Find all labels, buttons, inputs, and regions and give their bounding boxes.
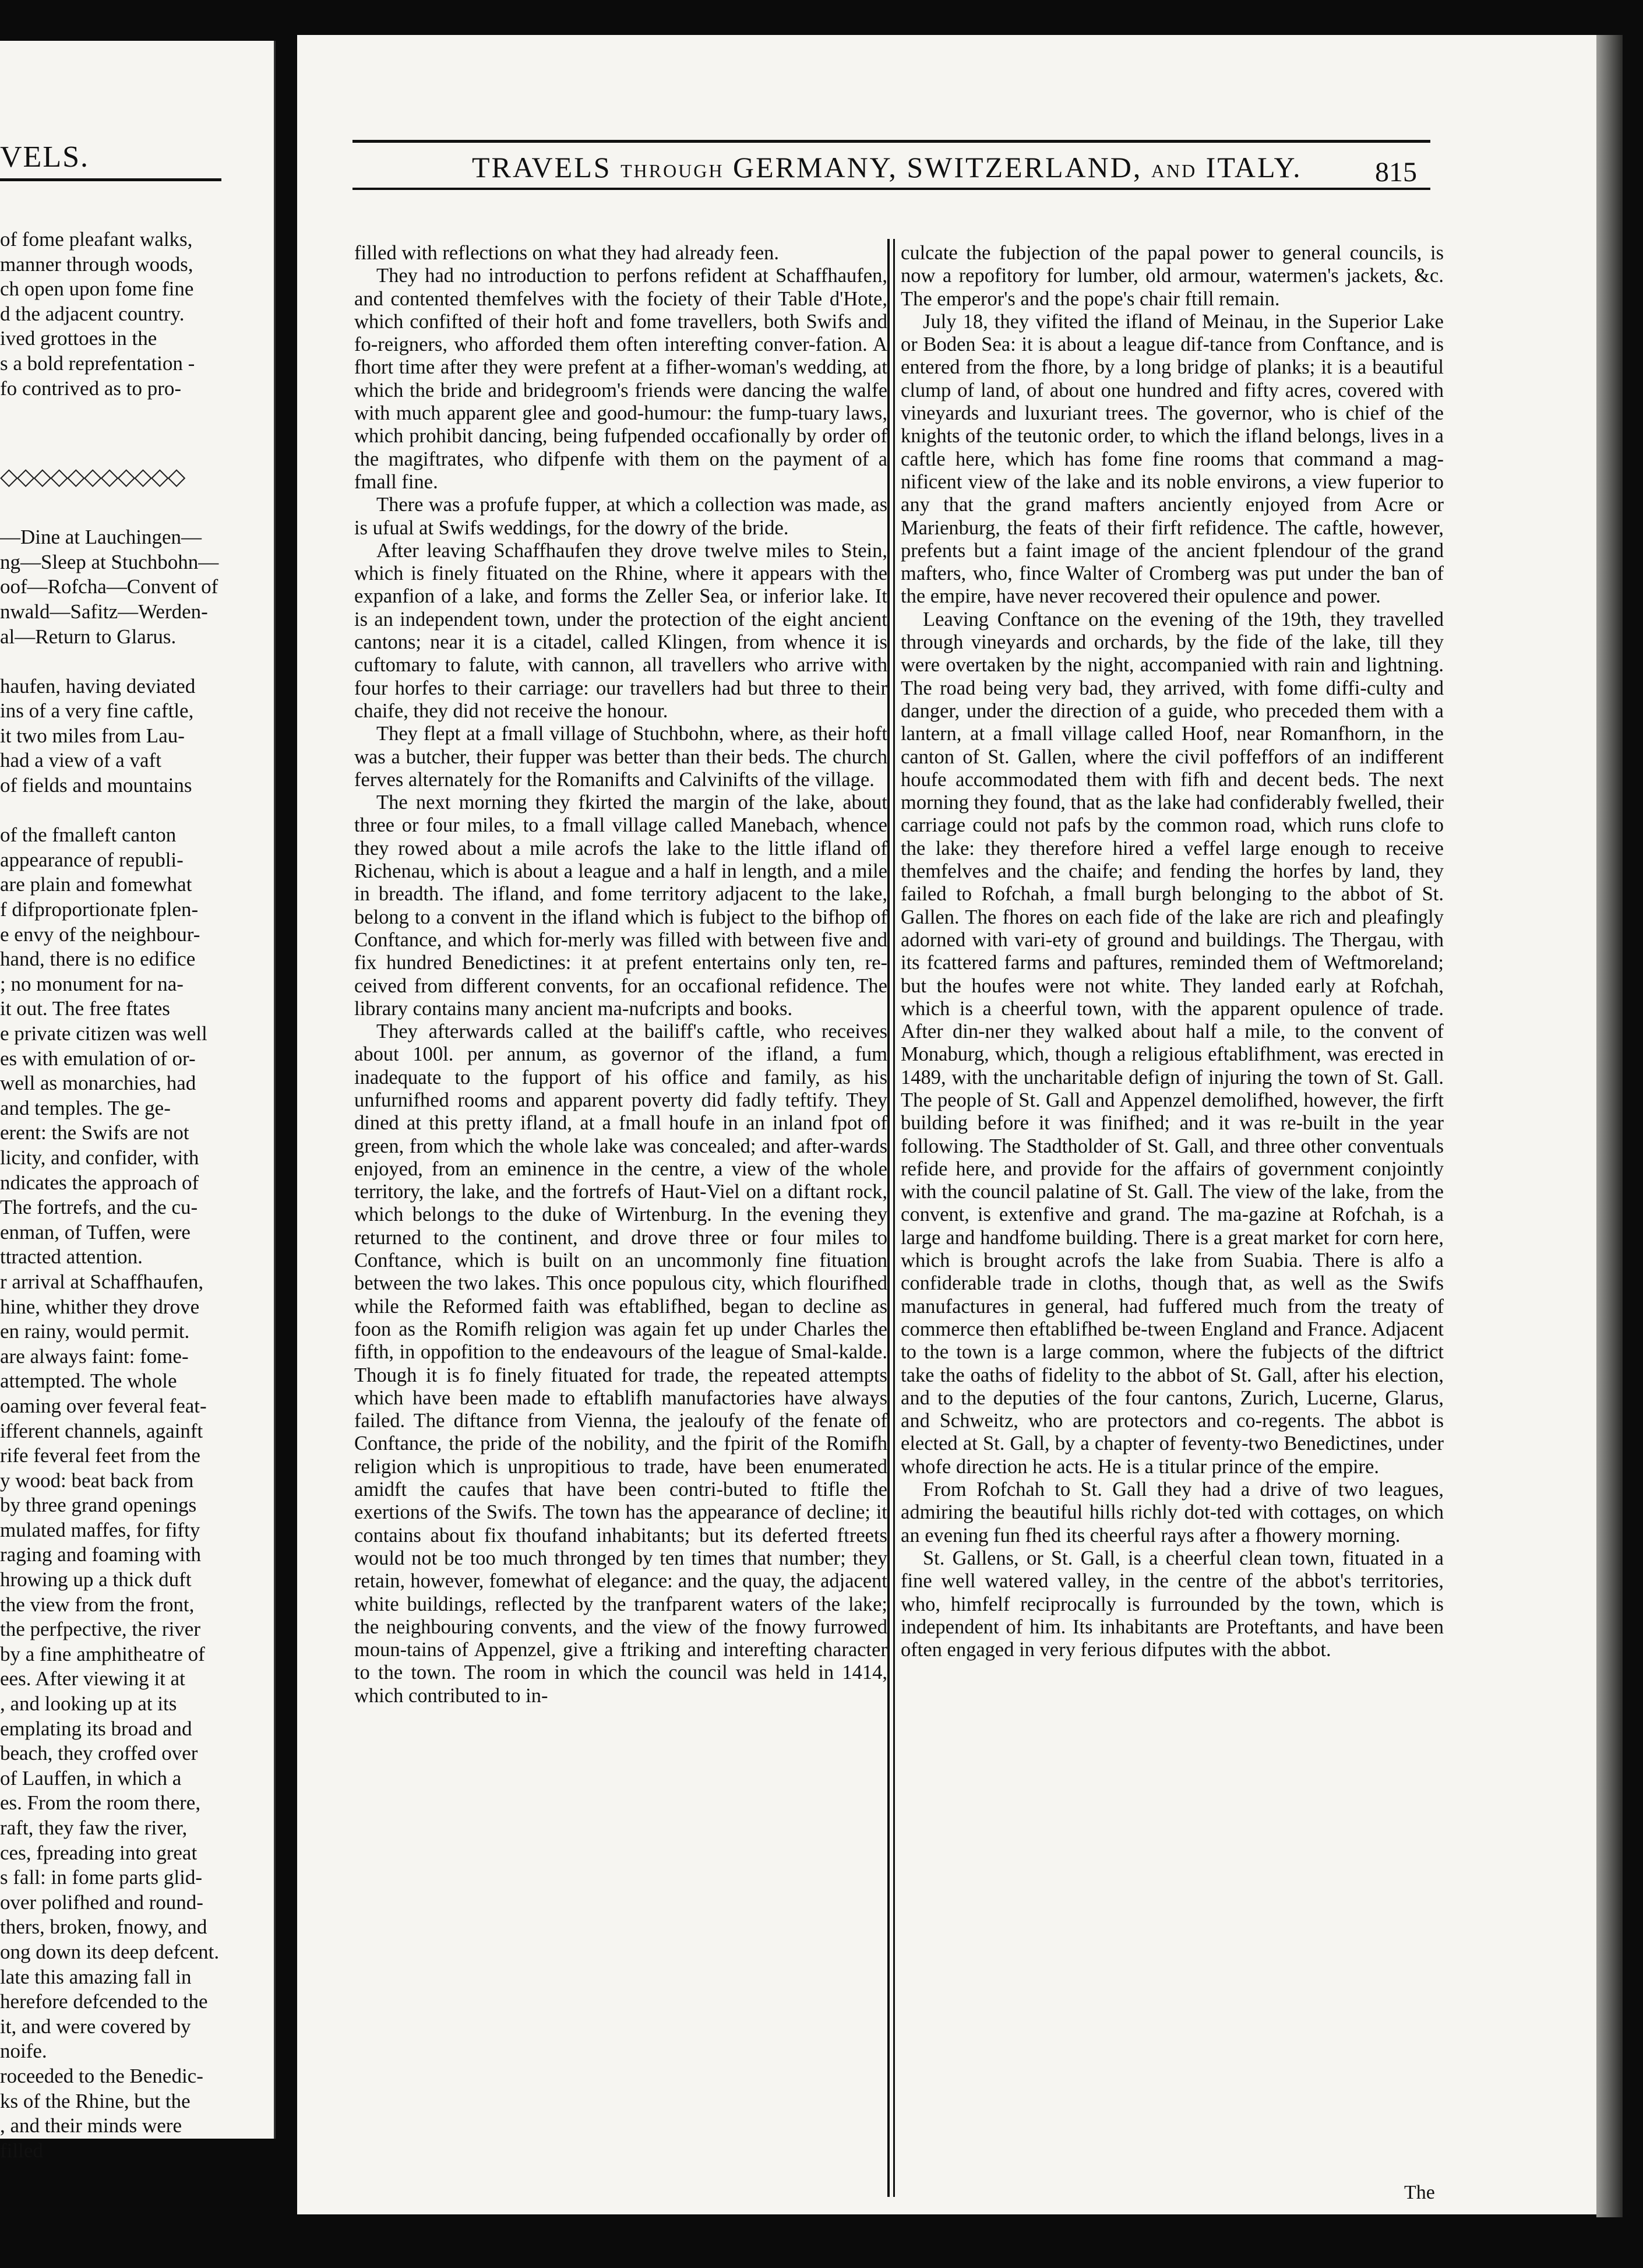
- left-text-line: s a bold reprefentation -: [0, 351, 195, 375]
- running-title-small: THROUGH: [620, 160, 724, 181]
- left-text-line: [0, 501, 233, 526]
- left-text-line: had a view of a vaft: [0, 749, 161, 772]
- book-page-edge: [1596, 35, 1623, 2217]
- left-page-text: [0, 227, 233, 2163]
- left-text-line: oaming over feveral feat-: [0, 1394, 207, 1417]
- left-text-line: noife.: [0, 2040, 47, 2063]
- left-text-line: d the adjacent country.: [0, 302, 185, 325]
- paragraph: July 18, they vifited the ifland of Meinau, in the Superior Lake or Boden Sea: it is about a league dif-tance from Conftance, and is entered from the fhore, by a long bridge of planks; it is a beautiful clump of land, of about one hundred and fifty acres, covered with vineyards and luxuriant trees. The governor, who is chief of the knights of the teutonic order, to which the ifland belongs, lives in a caftle here, which has fome fine rooms that command a mag-nificent view of the lake and its noble environs, a view fuperior to any that the grand mafters anciently enjoyed from Acre or Marienburg, the feats of their firft refidence. The caftle, however, prefents but a faint image of the ancient fplendour of the grand mafters, who, fince Walter of Cromberg was put under the ban of the empire, have never recovered their opulence and power.: [901, 310, 1444, 608]
- left-page: [0, 41, 276, 2162]
- left-text-line: it two miles from Lau-: [0, 724, 185, 747]
- left-text-line: ndicates the approach of: [0, 1171, 199, 1194]
- text-column-left: [354, 242, 887, 1707]
- left-text-line: enman, of Tuffen, were: [0, 1220, 191, 1244]
- left-text-line: ttracted attention.: [0, 1245, 143, 1269]
- running-title-part: ITALY.: [1197, 151, 1302, 184]
- left-text-line: ng—Sleep at Stuchbohn—: [0, 550, 219, 573]
- left-text-line: of fome pleafant walks,: [0, 228, 193, 251]
- paragraph: They afterwards called at the bailiff's caftle, who receives about 100l. per annum, as governor of the ifland, a fum inadequate to the fupport of his office and family, as his unfurnifhed rooms and apparent poverty did fadly teftify. They dined at this pretty ifland, at a fmall houfe in an inland fpot of green, from which the whole lake was concealed; and after-wards enjoyed, from an eminence in the centre, a view of the whole territory, the lake, and the fortrefs of Haut-Viel on a diftant rock, which belongs to the duke of Wirtenburg. In the evening they returned to the continent, and drove three or four miles to Conftance, which is built on an uncommonly fine fituation between the two lakes. This once populous city, which flourifhed while the Reformed faith was eftablifhed, began to decline as foon as the Romifh religion was again fet up under Charles the fifth, in oppofition to the endeavours of the league of Smal-kalde. Though it is fo finely fituated for trade, the repeated attempts which have been made to eftablifh manufactories have always failed. The diftance from Vienna, the jealoufy of the fenate of Conftance, the pride of the nobility, and the fpirit of the Romifh religion which is unpropitious to trade, have been enumerated amidft the caufes that have been contri-buted to ftifle the exertions of the Swifs. The town has the appearance of decline; it contains about fix thoufand inhabitants; but its deferted ftreets would not be too much thronged by ten times that number; they retain, however, fomewhat of elegance: and the quay, the adjacent white buildings, reflected by the tranfparent waters of the lake; the neighbouring convents, and the view of the fnowy furrowed moun-tains of Appenzel, give a ftriking and interefting character to the town. The room in which the council was held in 1414, which contributed to in-: [354, 1020, 887, 1707]
- left-text-line: es. From the room there,: [0, 1791, 201, 1815]
- left-text-line: [0, 649, 233, 674]
- left-text-line: ; no monument for na-: [0, 972, 184, 995]
- left-text-line: beach, they croffed over: [0, 1742, 198, 1765]
- left-text-line: hand, there is no edifice: [0, 948, 196, 971]
- paragraph: Leaving Conftance on the evening of the 19th, they travelled through vineyards and orchards, by the fide of the lake, till they were overtaken by the night, accompanied with rain and lightning. The road being very bad, they arrived, with fome diffi-culty and danger, under the direction of a guide, who preceded them with a lantern, at a fmall village called Hoof, near Romanfhorn, in the canton of St. Gallen, where the civil poffeffors of an indifferent houfe accommodated them with fifh and decent beds. The next morning they found, that as the lake had confiderably fwelled, their carriage could not pafs by the common road, which runs clofe to the lake: they therefore hired a veffel large enough to receive themfelves and the chaife; and fending the horfes by land, they failed to Rofchah, a fmall burgh belonging to the abbot of St. Gallen. The fhores on each fide of the lake are rich and pleafingly adorned with vari-ety of ground and buildings. The Thergau, with its fcattered farms and paftures, reminded them of Weftmoreland; but the houfes were not white. They landed early at Rofchah, which is a cheerful town, with the apparent opulence of trade. After din-ner they walked about half a mile, to the convent of Monaburg, which, though a religious eftablifhment, was erected in 1489, with the uncharitable defign of injuring the town of St. Gall. The people of St. Gall and Appenzel demolifhed, however, the firft building before it was finifhed; and it was re-built in the year following. The Stadtholder of St. Gall, and three other conventuals refide here, and provide for the affairs of government conjointly with the council palatine of St. Gall. The view of the lake, from the convent, is extenfive and grand. The ma-gazine at Rofchah, is a large and handfome building. There is a great market for corn here, which is brought acrofs the lake from Suabia. There is alfo a confiderable trade in cloths, though that, as well as the Swifs manufactures in general, had fuffered much from the treaty of commerce then eftablifhed be-tween England and France. Adjacent to the town is a large common, where the fubjects of the diftrict take the oaths of fidelity to the abbot of St. Gall, after his election, and to the deputies of the four cantons, Zurich, Lucerne, Glarus, and Schweitz, who are protectors and co-regents. The abbot is elected at St. Gall, by a chapter of feventy-two Benedictines, under whofe direction he acts. He is a titular prince of the empire.: [901, 608, 1444, 1478]
- left-header-rule: [0, 178, 221, 181]
- catchword: The: [1404, 2182, 1435, 2203]
- column-divider: [887, 239, 890, 2197]
- left-text-line: [0, 401, 233, 426]
- right-page: [297, 35, 1596, 2214]
- left-text-line: the view from the front,: [0, 1593, 195, 1616]
- left-text-line: en rainy, would permit.: [0, 1320, 190, 1343]
- left-text-line: [0, 426, 233, 451]
- left-text-line: ifferent channels, againft: [0, 1419, 203, 1442]
- left-text-line: raging and foaming with: [0, 1543, 202, 1566]
- left-text-line: ins of a very fine caftle,: [0, 699, 194, 723]
- left-text-line: rife feveral feet from the: [0, 1444, 200, 1467]
- left-text-line: erent: the Swifs are not: [0, 1121, 189, 1144]
- left-text-line: manner through woods,: [0, 252, 193, 276]
- left-text-line: nwald—Safitz—Werden-: [0, 600, 208, 623]
- left-text-line: , and their minds were: [0, 2114, 182, 2137]
- left-text-line: e private citizen was well: [0, 1022, 207, 1045]
- left-text-line: and temples. The ge-: [0, 1096, 171, 1119]
- left-text-line: hine, whither they drove: [0, 1295, 200, 1318]
- text-column-right: [901, 242, 1444, 1661]
- left-text-line: haufen, having deviated: [0, 674, 196, 698]
- left-text-line: r arrival at Schaffhaufen,: [0, 1270, 204, 1293]
- left-text-line: it, and were covered by: [0, 2015, 191, 2038]
- running-title: [472, 150, 1302, 184]
- left-text-line: it out. The free ftates: [0, 997, 170, 1020]
- left-text-line: [0, 798, 233, 823]
- left-text-line: mulated maffes, for fifty: [0, 1518, 200, 1541]
- left-text-line: thers, broken, fnowy, and: [0, 1915, 207, 1939]
- left-text-line: by three grand openings: [0, 1494, 197, 1517]
- left-text-line: appearance of republi-: [0, 848, 184, 871]
- left-text-line: emplating its broad and: [0, 1717, 192, 1740]
- left-text-line: es with emulation of or-: [0, 1047, 196, 1070]
- left-text-line: raft, they faw the river,: [0, 1816, 188, 1839]
- paragraph: filled with reflections on what they had already feen.: [354, 242, 780, 264]
- running-title-part: TRAVELS: [472, 151, 621, 184]
- left-text-line: ces, fpreading into great: [0, 1841, 198, 1864]
- left-text-line: ees. After viewing it at: [0, 1667, 185, 1691]
- left-text-line: attempted. The whole: [0, 1369, 177, 1393]
- left-text-line: oof—Rofcha—Convent of: [0, 575, 218, 598]
- paragraph: The next morning they fkirted the margin of the lake, about three or four miles, to a fmall village called Manebach, whence they rowed about a mile acrofs the lake to the little ifland of Richenau, which is about a league and a half in length, and a mile in breadth. The ifland, and fome territory adjacent to the lake, belong to a convent in the ifland which is fubject to the bifhop of Conftance, and which for-merly was filled with between five and fix hundred Benedictines: it at prefent entertains only ten, re-ceived from different convents, for an occafional refidence. The library contains many ancient ma-nufcripts and books.: [354, 791, 887, 1020]
- left-text-line: roceeded to the Benedic-: [0, 2064, 203, 2087]
- left-text-line: [0, 450, 233, 476]
- paragraph: After leaving Schaffhaufen they drove twelve miles to Stein, which is finely fituated on the Rhine, where it appears with the expanfion of a lake, and forms the Zeller Sea, or inferior lake. It is an independent town, under the protection of the eight ancient cantons; near it is a citadel, called Klingen, from whence it is cuftomary to falute, with cannon, all travellers who arrive with four horfes to their carriage: our travellers had but three to their chaife, they did not receive the honour.: [354, 539, 887, 722]
- left-text-line: f difproportionate fplen-: [0, 898, 199, 921]
- left-text-line: s fall: in fome parts glid-: [0, 1866, 203, 1889]
- left-text-line: hrowing up a thick duft: [0, 1568, 192, 1591]
- left-text-line: by a fine amphitheatre of: [0, 1642, 205, 1665]
- left-text-line: of fields and mountains: [0, 774, 192, 797]
- left-text-line: e envy of the neighbour-: [0, 922, 200, 946]
- ornament-divider: ◇◇◇◇◇◇◇◇◇◇◇: [0, 463, 185, 489]
- left-text-line: the perfpective, the river: [0, 1618, 200, 1641]
- left-text-line: filled: [0, 2139, 43, 2162]
- left-running-title: VELS.: [0, 140, 89, 174]
- left-text-line: late this amazing fall in: [0, 1965, 192, 1988]
- left-text-line: are plain and fomewhat: [0, 873, 192, 896]
- left-text-line: [0, 476, 233, 501]
- left-text-line: ch open upon fome fine: [0, 277, 194, 301]
- left-text-line: herefore defcended to the: [0, 1990, 208, 2013]
- running-title-small: AND: [1151, 160, 1197, 181]
- left-text-line: , and looking up at its: [0, 1692, 177, 1716]
- column-divider: [893, 239, 895, 2197]
- page-number: 815: [1375, 157, 1417, 188]
- left-text-line: are always faint: fome-: [0, 1344, 189, 1368]
- left-text-line: of the fmalleft canton: [0, 823, 177, 847]
- paragraph: There was a profufe fupper, at which a collection was made, as is ufual at Swifs weddings, for the dowry of the bride.: [354, 494, 887, 539]
- paragraph: They flept at a fmall village of Stuchbohn, where, as their hoft was a butcher, their fupper was better than their beds. The church ferves alternately for the Romanifts and Calvinifts of the village.: [354, 723, 887, 791]
- left-text-line: ong down its deep defcent.: [0, 1940, 220, 1963]
- left-text-line: The fortrefs, and the cu-: [0, 1196, 198, 1219]
- left-text-line: —Dine at Lauchingen—: [0, 526, 202, 549]
- header-rule-top: [352, 140, 1430, 143]
- left-text-line: licity, and confider, with: [0, 1146, 199, 1169]
- left-text-line: over polifhed and round-: [0, 1890, 203, 1914]
- left-text-line: y wood: beat back from: [0, 1468, 194, 1492]
- left-text-line: al—Return to Glarus.: [0, 625, 177, 648]
- left-text-line: ived grottoes in the: [0, 327, 157, 350]
- left-text-line: well as monarchies, had: [0, 1072, 196, 1095]
- paragraph: They had no introduction to perfons refident at Schaffhaufen, and contented themfelves with the fociety of their Table d'Hote, which confifted of their hoft and fome travellers, both Swifs and fo-reigners, who afforded them often interefting conver-fation. A fhort time after they were prefent at a fifher-woman's wedding, at which the bride and bridegroom's friends were dancing the walfe with much apparent glee and good-humour: the fump-tuary laws, which prohibit dancing, being fufpended occafionally by order of the magiftrates, who difpenfe with them on the payment of a fmall fine.: [354, 265, 887, 493]
- paragraph: St. Gallens, or St. Gall, is a cheerful clean town, fituated in a fine well watered valley, in the centre of the abbot's territories, who, himfelf reciprocally is furrounded by the town, which is independent of him. Its inhabitants are Proteftants, and have been often engaged in very ferious difputes with the abbot.: [901, 1547, 1444, 1661]
- paragraph: From Rofchah to St. Gall they had a drive of two leagues, admiring the beautiful hills richly dot-ted with cottages, on which an evening fun fhed its cheerful rays after a fhowery morning.: [901, 1478, 1444, 1547]
- left-text-line: fo contrived as to pro-: [0, 376, 182, 400]
- left-text-line: ks of the Rhine, but the: [0, 2089, 191, 2112]
- header-rule-bottom: [352, 188, 1430, 190]
- paragraph: culcate the fubjection of the papal power to general councils, is now a repofitory for lumber, old armour, watermen's jackets, &c. The emperor's and the pope's chair ftill remain.: [901, 242, 1444, 310]
- left-text-line: of Lauffen, in which a: [0, 1766, 182, 1790]
- running-title-part: GERMANY, SWITZERLAND,: [724, 151, 1151, 184]
